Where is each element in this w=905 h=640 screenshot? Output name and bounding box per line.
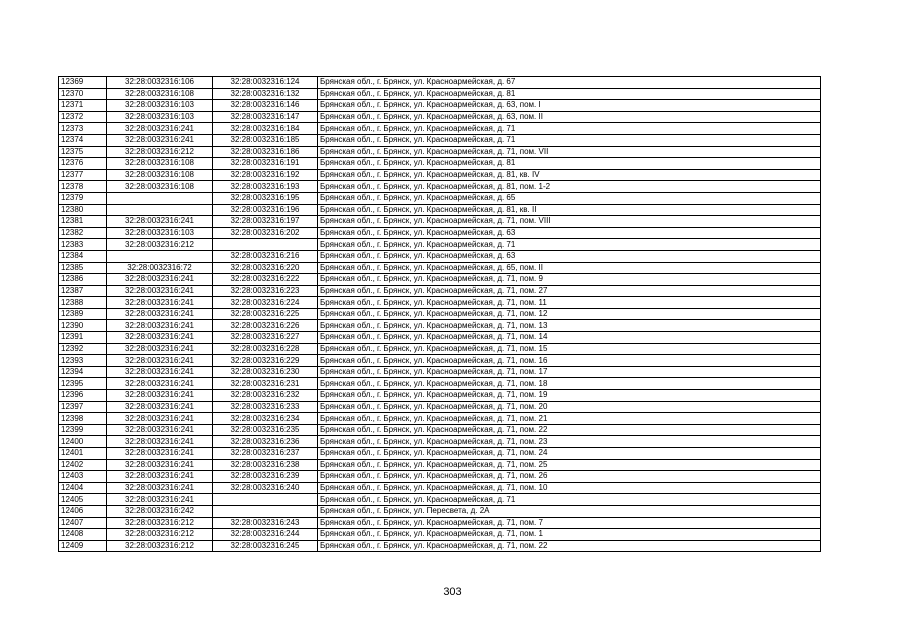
new-cadastral-number-cell: 32:28:0032316:235 bbox=[213, 424, 318, 436]
table-row bbox=[59, 517, 821, 529]
address-cell: Брянская обл., г. Брянск, ул. Красноармейская, д. 71 bbox=[318, 239, 821, 251]
row-number-cell: 12403 bbox=[59, 471, 107, 483]
address-cell: Брянская обл., г. Брянск, ул. Красноармейская, д. 71, пом. 20 bbox=[318, 401, 821, 413]
row-number-cell: 12396 bbox=[59, 390, 107, 402]
row-number-cell: 12369 bbox=[59, 77, 107, 89]
address-cell: Брянская обл., г. Брянск, ул. Красноармейская, д. 81, кв. IV bbox=[318, 169, 821, 181]
new-cadastral-number-cell: 32:28:0032316:195 bbox=[213, 192, 318, 204]
table-row bbox=[59, 320, 821, 332]
cadastral-number-cell: 32:28:0032316:212 bbox=[107, 540, 213, 552]
new-cadastral-number-cell: 32:28:0032316:197 bbox=[213, 216, 318, 228]
address-cell: Брянская обл., г. Брянск, ул. Красноармейская, д. 71, пом. 27 bbox=[318, 285, 821, 297]
table-row bbox=[59, 239, 821, 251]
row-number-cell: 12389 bbox=[59, 308, 107, 320]
address-cell: Брянская обл., г. Брянск, ул. Красноармейская, д. 71, пом. 18 bbox=[318, 378, 821, 390]
cadastral-number-cell: 32:28:0032316:241 bbox=[107, 123, 213, 135]
cadastral-registry-table bbox=[58, 76, 821, 552]
cadastral-number-cell: 32:28:0032316:241 bbox=[107, 413, 213, 425]
table-row bbox=[59, 262, 821, 274]
cadastral-number-cell: 32:28:0032316:241 bbox=[107, 448, 213, 460]
new-cadastral-number-cell: 32:28:0032316:240 bbox=[213, 482, 318, 494]
row-number-cell: 12370 bbox=[59, 88, 107, 100]
table-row bbox=[59, 111, 821, 123]
address-cell: Брянская обл., г. Брянск, ул. Красноармейская, д. 71, пом. 13 bbox=[318, 320, 821, 332]
row-number-cell: 12404 bbox=[59, 482, 107, 494]
cadastral-number-cell bbox=[107, 192, 213, 204]
new-cadastral-number-cell: 32:28:0032316:147 bbox=[213, 111, 318, 123]
table-row bbox=[59, 123, 821, 135]
table-row bbox=[59, 250, 821, 262]
row-number-cell: 12390 bbox=[59, 320, 107, 332]
row-number-cell: 12374 bbox=[59, 134, 107, 146]
row-number-cell: 12398 bbox=[59, 413, 107, 425]
address-cell: Брянская обл., г. Брянск, ул. Красноармейская, д. 71, пом. 1 bbox=[318, 529, 821, 541]
row-number-cell: 12383 bbox=[59, 239, 107, 251]
cadastral-number-cell bbox=[107, 250, 213, 262]
table-row bbox=[59, 77, 821, 89]
cadastral-number-cell: 32:28:0032316:72 bbox=[107, 262, 213, 274]
new-cadastral-number-cell: 32:28:0032316:233 bbox=[213, 401, 318, 413]
table-row bbox=[59, 285, 821, 297]
new-cadastral-number-cell bbox=[213, 239, 318, 251]
row-number-cell: 12384 bbox=[59, 250, 107, 262]
new-cadastral-number-cell: 32:28:0032316:239 bbox=[213, 471, 318, 483]
address-cell: Брянская обл., г. Брянск, ул. Пересвета, д. 2А bbox=[318, 505, 821, 517]
new-cadastral-number-cell: 32:28:0032316:236 bbox=[213, 436, 318, 448]
cadastral-number-cell: 32:28:0032316:241 bbox=[107, 471, 213, 483]
cadastral-number-cell: 32:28:0032316:241 bbox=[107, 482, 213, 494]
table-row bbox=[59, 482, 821, 494]
cadastral-number-cell: 32:28:0032316:212 bbox=[107, 239, 213, 251]
table-row bbox=[59, 459, 821, 471]
cadastral-number-cell: 32:28:0032316:108 bbox=[107, 169, 213, 181]
table-row bbox=[59, 413, 821, 425]
table-row bbox=[59, 158, 821, 170]
new-cadastral-number-cell bbox=[213, 494, 318, 506]
new-cadastral-number-cell: 32:28:0032316:191 bbox=[213, 158, 318, 170]
row-number-cell: 12371 bbox=[59, 100, 107, 112]
table-row bbox=[59, 88, 821, 100]
new-cadastral-number-cell: 32:28:0032316:232 bbox=[213, 390, 318, 402]
new-cadastral-number-cell: 32:28:0032316:230 bbox=[213, 366, 318, 378]
row-number-cell: 12375 bbox=[59, 146, 107, 158]
row-number-cell: 12380 bbox=[59, 204, 107, 216]
row-number-cell: 12394 bbox=[59, 366, 107, 378]
table-row bbox=[59, 204, 821, 216]
row-number-cell: 12408 bbox=[59, 529, 107, 541]
row-number-cell: 12400 bbox=[59, 436, 107, 448]
new-cadastral-number-cell: 32:28:0032316:225 bbox=[213, 308, 318, 320]
cadastral-number-cell: 32:28:0032316:212 bbox=[107, 517, 213, 529]
cadastral-number-cell: 32:28:0032316:241 bbox=[107, 494, 213, 506]
row-number-cell: 12407 bbox=[59, 517, 107, 529]
table-row bbox=[59, 343, 821, 355]
new-cadastral-number-cell: 32:28:0032316:238 bbox=[213, 459, 318, 471]
row-number-cell: 12378 bbox=[59, 181, 107, 193]
table-row bbox=[59, 401, 821, 413]
address-cell: Брянская обл., г. Брянск, ул. Красноармейская, д. 71, пом. 24 bbox=[318, 448, 821, 460]
table-row bbox=[59, 146, 821, 158]
new-cadastral-number-cell: 32:28:0032316:124 bbox=[213, 77, 318, 89]
address-cell: Брянская обл., г. Брянск, ул. Красноармейская, д. 81, пом. 1-2 bbox=[318, 181, 821, 193]
new-cadastral-number-cell: 32:28:0032316:234 bbox=[213, 413, 318, 425]
cadastral-number-cell: 32:28:0032316:103 bbox=[107, 100, 213, 112]
cadastral-number-cell: 32:28:0032316:241 bbox=[107, 297, 213, 309]
address-cell: Брянская обл., г. Брянск, ул. Красноармейская, д. 63 bbox=[318, 250, 821, 262]
cadastral-number-cell: 32:28:0032316:241 bbox=[107, 216, 213, 228]
new-cadastral-number-cell: 32:28:0032316:231 bbox=[213, 378, 318, 390]
table-row bbox=[59, 297, 821, 309]
new-cadastral-number-cell: 32:28:0032316:227 bbox=[213, 332, 318, 344]
row-number-cell: 12381 bbox=[59, 216, 107, 228]
cadastral-number-cell: 32:28:0032316:241 bbox=[107, 366, 213, 378]
row-number-cell: 12388 bbox=[59, 297, 107, 309]
address-cell: Брянская обл., г. Брянск, ул. Красноармейская, д. 65 bbox=[318, 192, 821, 204]
address-cell: Брянская обл., г. Брянск, ул. Красноармейская, д. 71, пом. 15 bbox=[318, 343, 821, 355]
address-cell: Брянская обл., г. Брянск, ул. Красноармейская, д. 63, пом. II bbox=[318, 111, 821, 123]
cadastral-number-cell: 32:28:0032316:241 bbox=[107, 285, 213, 297]
table-row bbox=[59, 216, 821, 228]
table-row bbox=[59, 448, 821, 460]
new-cadastral-number-cell: 32:28:0032316:216 bbox=[213, 250, 318, 262]
new-cadastral-number-cell: 32:28:0032316:243 bbox=[213, 517, 318, 529]
address-cell: Брянская обл., г. Брянск, ул. Красноармейская, д. 71, пом. 7 bbox=[318, 517, 821, 529]
row-number-cell: 12395 bbox=[59, 378, 107, 390]
table-row bbox=[59, 308, 821, 320]
cadastral-number-cell: 32:28:0032316:242 bbox=[107, 505, 213, 517]
cadastral-number-cell: 32:28:0032316:103 bbox=[107, 111, 213, 123]
address-cell: Брянская обл., г. Брянск, ул. Красноармейская, д. 71, пом. 22 bbox=[318, 424, 821, 436]
cadastral-number-cell: 32:28:0032316:103 bbox=[107, 227, 213, 239]
row-number-cell: 12372 bbox=[59, 111, 107, 123]
new-cadastral-number-cell: 32:28:0032316:184 bbox=[213, 123, 318, 135]
row-number-cell: 12379 bbox=[59, 192, 107, 204]
table-row bbox=[59, 424, 821, 436]
row-number-cell: 12399 bbox=[59, 424, 107, 436]
table-row bbox=[59, 378, 821, 390]
new-cadastral-number-cell: 32:28:0032316:146 bbox=[213, 100, 318, 112]
cadastral-number-cell: 32:28:0032316:241 bbox=[107, 332, 213, 344]
row-number-cell: 12405 bbox=[59, 494, 107, 506]
address-cell: Брянская обл., г. Брянск, ул. Красноармейская, д. 71, пом. 17 bbox=[318, 366, 821, 378]
table-row bbox=[59, 505, 821, 517]
table-row bbox=[59, 332, 821, 344]
table-row bbox=[59, 227, 821, 239]
table-row bbox=[59, 355, 821, 367]
table-row bbox=[59, 169, 821, 181]
address-cell: Брянская обл., г. Брянск, ул. Красноармейская, д. 71 bbox=[318, 134, 821, 146]
new-cadastral-number-cell: 32:28:0032316:228 bbox=[213, 343, 318, 355]
address-cell: Брянская обл., г. Брянск, ул. Красноармейская, д. 71, пом. 12 bbox=[318, 308, 821, 320]
address-cell: Брянская обл., г. Брянск, ул. Красноармейская, д. 71, пом. 21 bbox=[318, 413, 821, 425]
registry-table-body bbox=[59, 77, 821, 552]
new-cadastral-number-cell bbox=[213, 505, 318, 517]
table-row bbox=[59, 192, 821, 204]
table-row bbox=[59, 471, 821, 483]
row-number-cell: 12397 bbox=[59, 401, 107, 413]
table-row bbox=[59, 134, 821, 146]
cadastral-number-cell: 32:28:0032316:241 bbox=[107, 378, 213, 390]
cadastral-number-cell: 32:28:0032316:241 bbox=[107, 390, 213, 402]
address-cell: Брянская обл., г. Брянск, ул. Красноармейская, д. 71 bbox=[318, 123, 821, 135]
row-number-cell: 12386 bbox=[59, 274, 107, 286]
new-cadastral-number-cell: 32:28:0032316:220 bbox=[213, 262, 318, 274]
cadastral-number-cell: 32:28:0032316:241 bbox=[107, 343, 213, 355]
cadastral-number-cell: 32:28:0032316:241 bbox=[107, 436, 213, 448]
new-cadastral-number-cell: 32:28:0032316:132 bbox=[213, 88, 318, 100]
address-cell: Брянская обл., г. Брянск, ул. Красноармейская, д. 63, пом. I bbox=[318, 100, 821, 112]
address-cell: Брянская обл., г. Брянск, ул. Красноармейская, д. 71, пом. 11 bbox=[318, 297, 821, 309]
table-row bbox=[59, 529, 821, 541]
new-cadastral-number-cell: 32:28:0032316:226 bbox=[213, 320, 318, 332]
new-cadastral-number-cell: 32:28:0032316:245 bbox=[213, 540, 318, 552]
table-row bbox=[59, 436, 821, 448]
cadastral-number-cell: 32:28:0032316:241 bbox=[107, 320, 213, 332]
address-cell: Брянская обл., г. Брянск, ул. Красноармейская, д. 81, кв. II bbox=[318, 204, 821, 216]
new-cadastral-number-cell: 32:28:0032316:222 bbox=[213, 274, 318, 286]
cadastral-number-cell: 32:28:0032316:108 bbox=[107, 181, 213, 193]
table-row bbox=[59, 390, 821, 402]
table-row bbox=[59, 540, 821, 552]
page-number: 303 bbox=[443, 586, 462, 598]
address-cell: Брянская обл., г. Брянск, ул. Красноармейская, д. 71, пом. VII bbox=[318, 146, 821, 158]
address-cell: Брянская обл., г. Брянск, ул. Красноармейская, д. 71, пом. 16 bbox=[318, 355, 821, 367]
cadastral-number-cell: 32:28:0032316:241 bbox=[107, 274, 213, 286]
cadastral-number-cell bbox=[107, 204, 213, 216]
address-cell: Брянская обл., г. Брянск, ул. Красноармейская, д. 67 bbox=[318, 77, 821, 89]
row-number-cell: 12401 bbox=[59, 448, 107, 460]
cadastral-number-cell: 32:28:0032316:241 bbox=[107, 424, 213, 436]
row-number-cell: 12382 bbox=[59, 227, 107, 239]
cadastral-number-cell: 32:28:0032316:212 bbox=[107, 529, 213, 541]
new-cadastral-number-cell: 32:28:0032316:196 bbox=[213, 204, 318, 216]
cadastral-number-cell: 32:28:0032316:241 bbox=[107, 134, 213, 146]
cadastral-number-cell: 32:28:0032316:241 bbox=[107, 308, 213, 320]
cadastral-number-cell: 32:28:0032316:241 bbox=[107, 401, 213, 413]
address-cell: Брянская обл., г. Брянск, ул. Красноармейская, д. 71, пом. 22 bbox=[318, 540, 821, 552]
table-row bbox=[59, 366, 821, 378]
row-number-cell: 12373 bbox=[59, 123, 107, 135]
new-cadastral-number-cell: 32:28:0032316:224 bbox=[213, 297, 318, 309]
row-number-cell: 12402 bbox=[59, 459, 107, 471]
new-cadastral-number-cell: 32:28:0032316:202 bbox=[213, 227, 318, 239]
new-cadastral-number-cell: 32:28:0032316:185 bbox=[213, 134, 318, 146]
row-number-cell: 12392 bbox=[59, 343, 107, 355]
address-cell: Брянская обл., г. Брянск, ул. Красноармейская, д. 71, пом. 23 bbox=[318, 436, 821, 448]
address-cell: Брянская обл., г. Брянск, ул. Красноармейская, д. 71, пом. 10 bbox=[318, 482, 821, 494]
table-row bbox=[59, 274, 821, 286]
address-cell: Брянская обл., г. Брянск, ул. Красноармейская, д. 71, пом. 26 bbox=[318, 471, 821, 483]
new-cadastral-number-cell: 32:28:0032316:186 bbox=[213, 146, 318, 158]
table-row bbox=[59, 100, 821, 112]
new-cadastral-number-cell: 32:28:0032316:223 bbox=[213, 285, 318, 297]
address-cell: Брянская обл., г. Брянск, ул. Красноармейская, д. 71, пом. 19 bbox=[318, 390, 821, 402]
new-cadastral-number-cell: 32:28:0032316:229 bbox=[213, 355, 318, 367]
cadastral-number-cell: 32:28:0032316:106 bbox=[107, 77, 213, 89]
row-number-cell: 12409 bbox=[59, 540, 107, 552]
address-cell: Брянская обл., г. Брянск, ул. Красноармейская, д. 71 bbox=[318, 494, 821, 506]
cadastral-number-cell: 32:28:0032316:108 bbox=[107, 158, 213, 170]
new-cadastral-number-cell: 32:28:0032316:193 bbox=[213, 181, 318, 193]
address-cell: Брянская обл., г. Брянск, ул. Красноармейская, д. 63 bbox=[318, 227, 821, 239]
cadastral-number-cell: 32:28:0032316:241 bbox=[107, 459, 213, 471]
address-cell: Брянская обл., г. Брянск, ул. Красноармейская, д. 71, пом. VIII bbox=[318, 216, 821, 228]
new-cadastral-number-cell: 32:28:0032316:192 bbox=[213, 169, 318, 181]
address-cell: Брянская обл., г. Брянск, ул. Красноармейская, д. 71, пом. 14 bbox=[318, 332, 821, 344]
row-number-cell: 12393 bbox=[59, 355, 107, 367]
cadastral-number-cell: 32:28:0032316:108 bbox=[107, 88, 213, 100]
new-cadastral-number-cell: 32:28:0032316:237 bbox=[213, 448, 318, 460]
row-number-cell: 12391 bbox=[59, 332, 107, 344]
address-cell: Брянская обл., г. Брянск, ул. Красноармейская, д. 65, пом. II bbox=[318, 262, 821, 274]
address-cell: Брянская обл., г. Брянск, ул. Красноармейская, д. 81 bbox=[318, 158, 821, 170]
address-cell: Брянская обл., г. Брянск, ул. Красноармейская, д. 71, пом. 25 bbox=[318, 459, 821, 471]
address-cell: Брянская обл., г. Брянск, ул. Красноармейская, д. 81 bbox=[318, 88, 821, 100]
new-cadastral-number-cell: 32:28:0032316:244 bbox=[213, 529, 318, 541]
row-number-cell: 12377 bbox=[59, 169, 107, 181]
cadastral-number-cell: 32:28:0032316:241 bbox=[107, 355, 213, 367]
row-number-cell: 12406 bbox=[59, 505, 107, 517]
cadastral-number-cell: 32:28:0032316:212 bbox=[107, 146, 213, 158]
table-row bbox=[59, 494, 821, 506]
row-number-cell: 12376 bbox=[59, 158, 107, 170]
address-cell: Брянская обл., г. Брянск, ул. Красноармейская, д. 71, пом. 9 bbox=[318, 274, 821, 286]
row-number-cell: 12387 bbox=[59, 285, 107, 297]
row-number-cell: 12385 bbox=[59, 262, 107, 274]
table-row bbox=[59, 181, 821, 193]
